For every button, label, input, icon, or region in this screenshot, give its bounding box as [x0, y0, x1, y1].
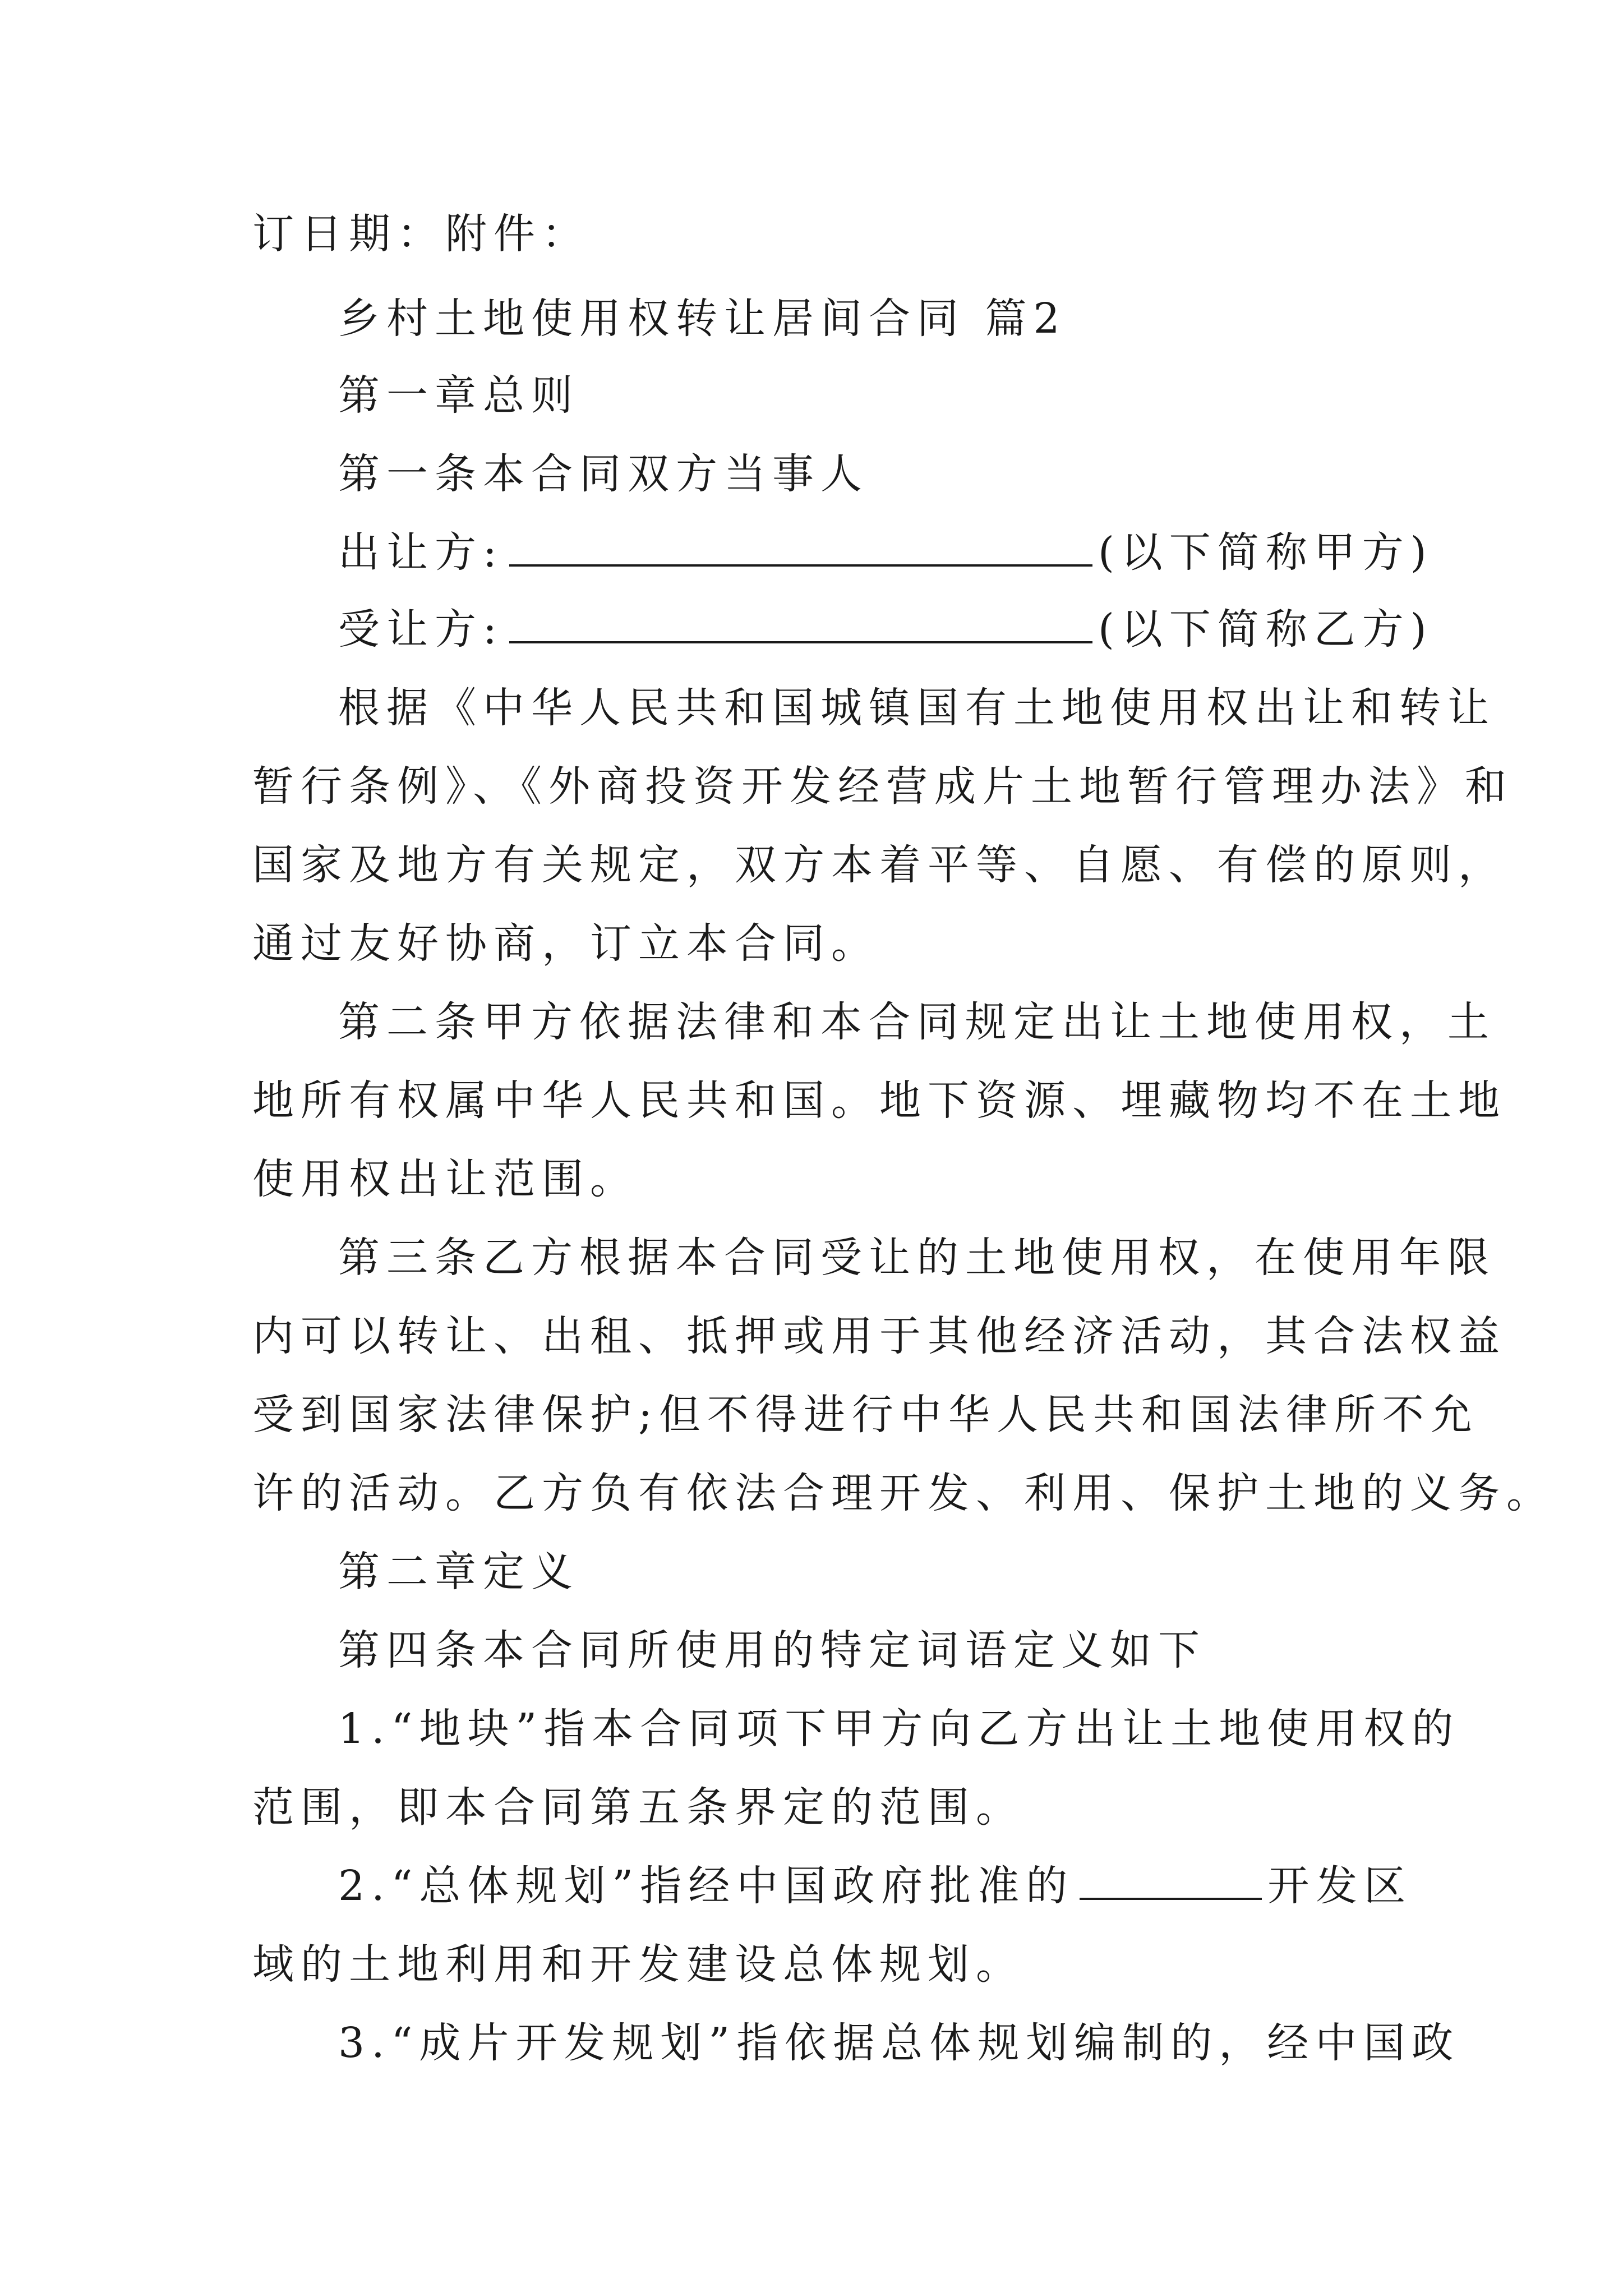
transferor-label: 出让方:: [338, 528, 504, 577]
paragraph-line: 根据《中华人民共和国城镇国有土地使用权出让和转让: [338, 684, 1496, 732]
paragraph-line: 第二条甲方依据法律和本合同规定出让土地使用权，土: [338, 998, 1496, 1046]
paragraph-line: 3.“成片开发规划”指依据总体规划编制的，经中国政: [338, 2019, 1460, 2067]
paragraph-line: 第三条乙方根据本合同受让的土地使用权，在使用年限: [338, 1234, 1496, 1282]
text-line: 订日期：附件：: [252, 210, 590, 258]
paragraph-line: 通过友好协商，订立本合同。: [252, 919, 879, 968]
transferee-label: 受让方:: [338, 605, 504, 654]
paragraph-line: 国家及地方有关规定，双方本着平等、自愿、有偿的原则，: [252, 841, 1506, 889]
paragraph-line: 地所有权属中华人民共和国。地下资源、埋藏物均不在土地: [252, 1076, 1506, 1125]
transferor-line: [338, 527, 1433, 578]
article-heading: 第四条本合同所使用的特定词语定义如下: [338, 1626, 1206, 1674]
definition-prefix: 2.“总体规划”指经中国政府批准的: [338, 1862, 1075, 1910]
paragraph-line: 使用权出让范围。: [252, 1155, 638, 1203]
transferor-blank: [509, 530, 1092, 567]
zone-name-blank: [1080, 1863, 1262, 1900]
paragraph-line: 内可以转让、出租、抵押或用于其他经济活动，其合法权益: [252, 1312, 1506, 1360]
transferee-line: [338, 604, 1433, 655]
paragraph-line: 域的土地利用和开发建设总体规划。: [252, 1940, 1024, 1989]
definition-line: [338, 1861, 1413, 1911]
definition-suffix: 开发区: [1267, 1862, 1413, 1910]
paragraph-line: 受到国家法律保护;但不得进行中华人民共和国法律所不允: [252, 1391, 1479, 1439]
paragraph-line: 许的活动。乙方负有依法合理开发、利用、保护土地的义务。: [252, 1469, 1555, 1517]
transferee-suffix: (以下简称乙方): [1098, 605, 1433, 654]
transferor-suffix: (以下简称甲方): [1098, 528, 1433, 577]
paragraph-line: 暂行条例》、《外商投资开发经营成片土地暂行管理办法》和: [252, 762, 1513, 811]
article-heading: 第一条本合同双方当事人: [338, 450, 869, 498]
paragraph-line: 范围，即本合同第五条界定的范围。: [252, 1783, 1024, 1832]
section-title: 乡村土地使用权转让居间合同 篇2: [338, 295, 1067, 343]
transferee-blank: [509, 606, 1092, 643]
paragraph-line: 1.“地块”指本合同项下甲方向乙方出让土地使用权的: [338, 1705, 1460, 1753]
chapter-heading: 第二章定义: [338, 1548, 579, 1596]
chapter-heading: 第一章总则: [338, 371, 579, 420]
